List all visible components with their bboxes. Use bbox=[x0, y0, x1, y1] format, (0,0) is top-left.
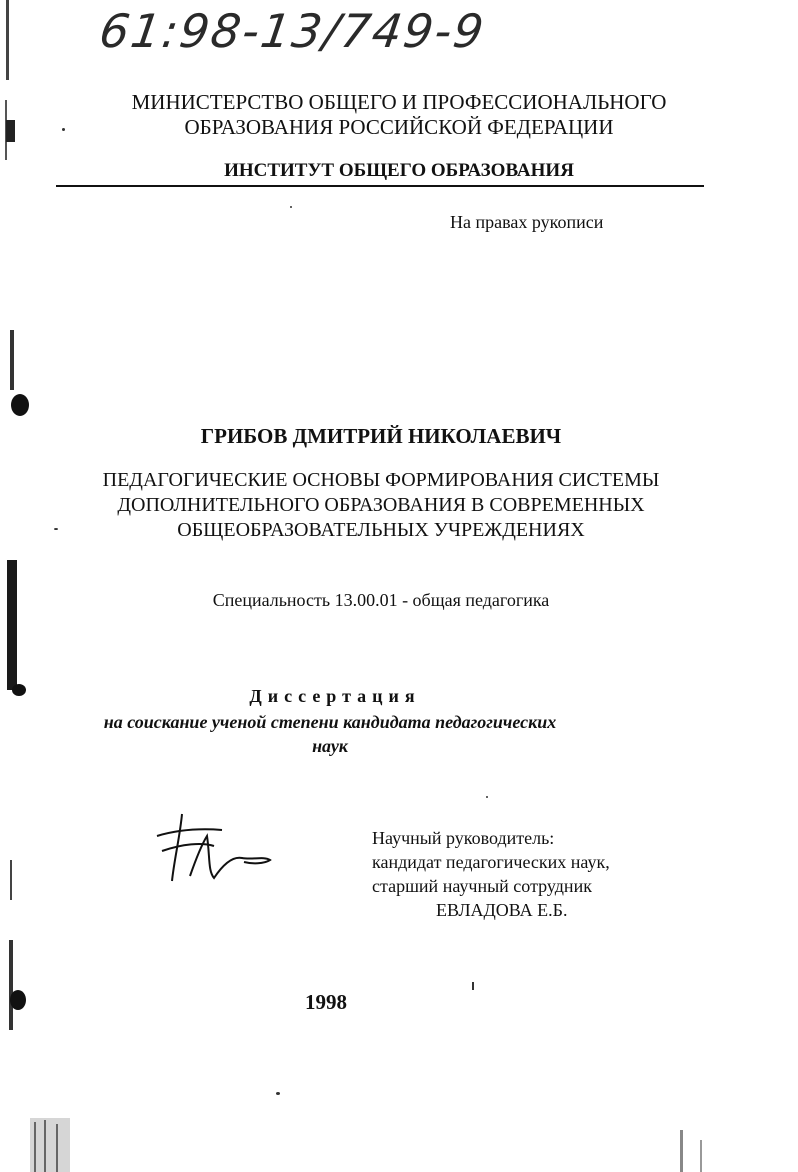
header-divider bbox=[56, 185, 704, 187]
scan-speck bbox=[472, 982, 474, 990]
thesis-title bbox=[0, 468, 762, 543]
scan-speck bbox=[486, 796, 488, 798]
ministry-line-1: МИНИСТЕРСТВО ОБЩЕГО И ПРОФЕССИОНАЛЬНОГО bbox=[131, 90, 667, 114]
specialty: Специальность 13.00.01 - общая педагогика bbox=[212, 590, 550, 610]
signature-scribble bbox=[152, 806, 282, 886]
scan-speck bbox=[276, 1092, 280, 1095]
institute-name: ИНСТИТУТ ОБЩЕГО ОБРАЗОВАНИЯ bbox=[224, 160, 574, 181]
handwritten-archive-code: 61:98-13/749-9 bbox=[96, 4, 489, 58]
degree-line-2: наук bbox=[312, 736, 348, 756]
ministry-line-2: ОБРАЗОВАНИЯ РОССИЙСКОЙ ФЕДЕРАЦИИ bbox=[184, 115, 614, 139]
scan-speck bbox=[62, 128, 65, 131]
ministry-header bbox=[0, 90, 798, 140]
supervisor-role: Научный руководитель: bbox=[372, 828, 555, 848]
supervisor-block bbox=[372, 826, 610, 922]
degree-statement bbox=[0, 710, 660, 758]
scan-speck bbox=[290, 206, 292, 208]
scan-speck bbox=[54, 528, 58, 530]
year: 1998 bbox=[305, 990, 347, 1014]
author-name: ГРИБОВ ДМИТРИЙ НИКОЛАЕВИЧ bbox=[200, 424, 562, 448]
dissertation-label: Диссертация bbox=[249, 686, 421, 706]
rights-note: На правах рукописи bbox=[450, 212, 604, 232]
scan-bottom-noise bbox=[0, 1110, 798, 1172]
supervisor-name: ЕВЛАДОВА Е.Б. bbox=[436, 900, 568, 920]
supervisor-degree: кандидат педагогических наук, bbox=[372, 852, 610, 872]
supervisor-position: старший научный сотрудник bbox=[372, 876, 592, 896]
title-line-3: ОБЩЕОБРАЗОВАТЕЛЬНЫХ УЧРЕЖДЕНИЯХ bbox=[177, 519, 585, 541]
title-line-1: ПЕДАГОГИЧЕСКИЕ ОСНОВЫ ФОРМИРОВАНИЯ СИСТЕМЫ bbox=[102, 469, 660, 491]
degree-line-1: на соискание ученой степени кандидата педагогических bbox=[103, 712, 557, 732]
title-line-2: ДОПОЛНИТЕЛЬНОГО ОБРАЗОВАНИЯ В СОВРЕМЕННЫХ bbox=[117, 494, 645, 516]
